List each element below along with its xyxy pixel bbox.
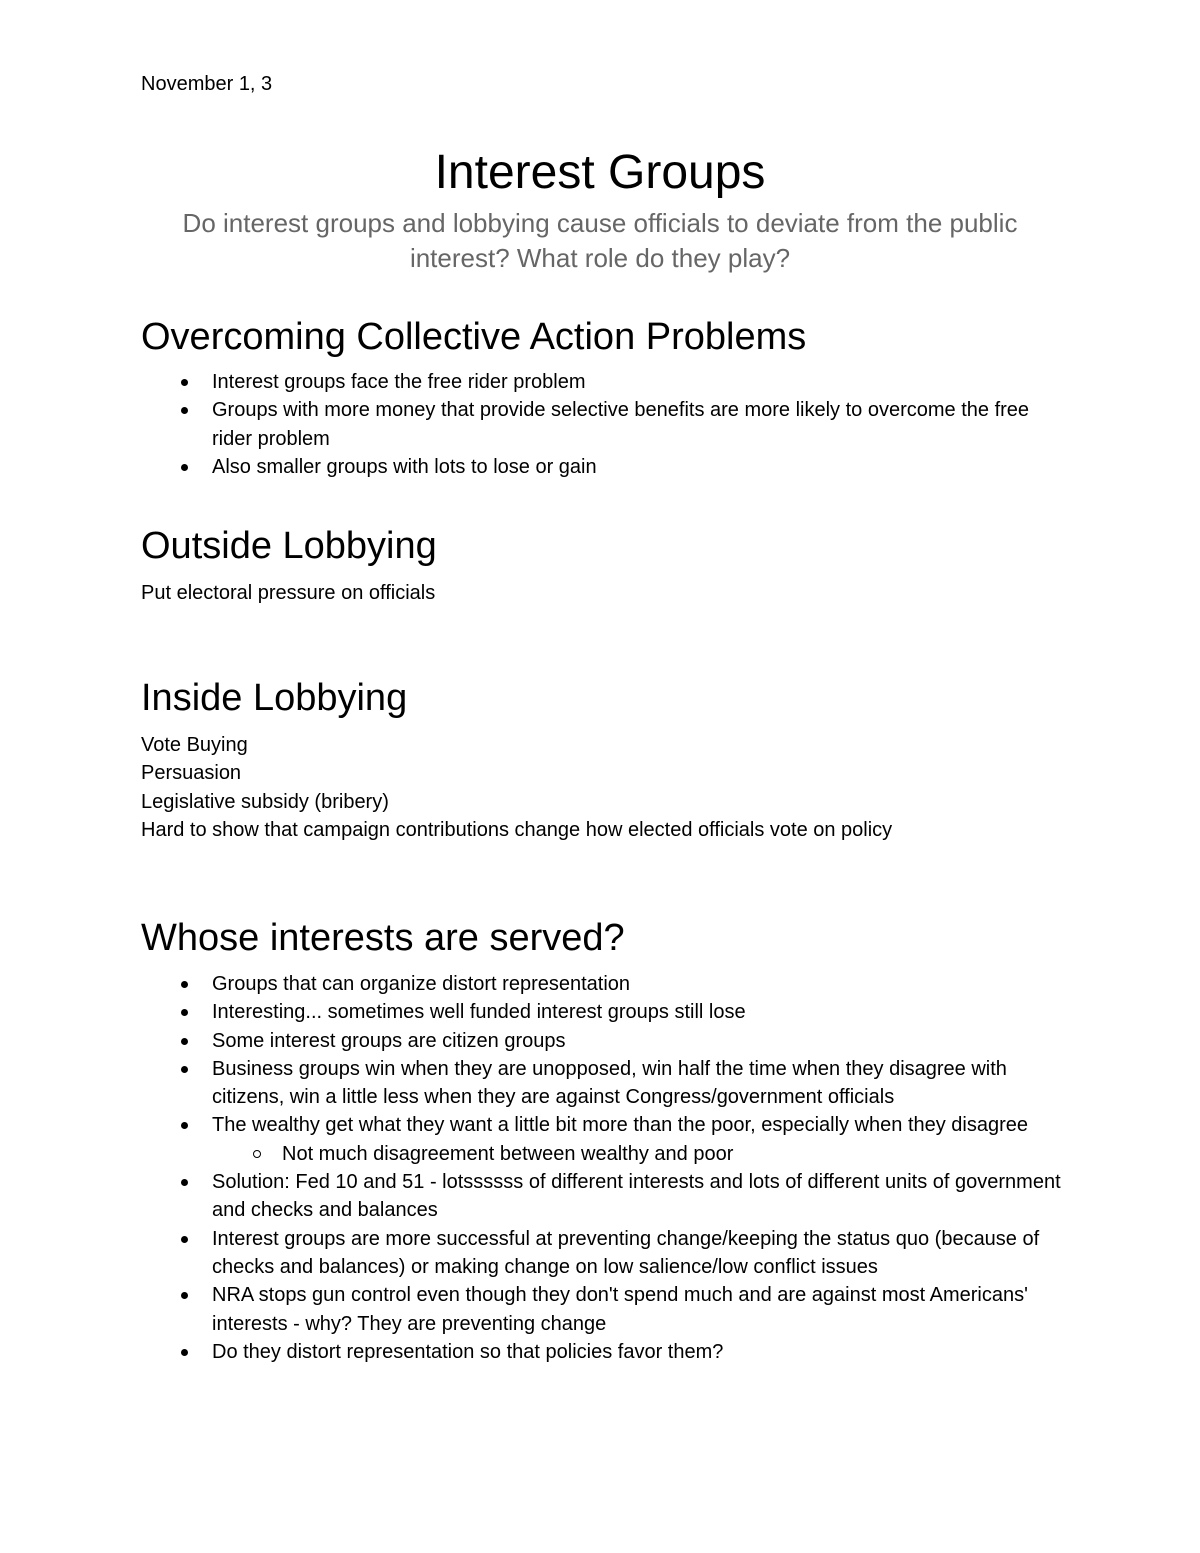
list-item: Groups with more money that provide selective benefits are more likely to overcome the free rider problem xyxy=(141,396,1061,453)
list-item: Business groups win when they are unopposed, win half the time when they disagree with citizens, win a little less when they are against Congress/government officials xyxy=(141,1055,1061,1112)
bullet-icon xyxy=(181,379,188,386)
list-item: Some interest groups are citizen groups xyxy=(141,1027,1061,1055)
whose-interests-list xyxy=(141,970,1061,1366)
bullet-icon xyxy=(181,464,188,471)
list-item: NRA stops gun control even though they don't spend much and are against most Americans' interests - why? They are preventing change xyxy=(141,1281,1061,1338)
list-item: Interest groups are more successful at preventing change/keeping the status quo (because of checks and balances) or making change on low salience/low conflict issues xyxy=(141,1225,1061,1282)
list-item: Interest groups face the free rider problem xyxy=(141,368,1061,396)
list-item: Interesting... sometimes well funded interest groups still lose xyxy=(141,998,1061,1026)
list-item: Groups that can organize distort representation xyxy=(141,970,1061,998)
list-item: The wealthy get what they want a little bit more than the poor, especially when they disagree xyxy=(141,1111,1061,1139)
date-line: November 1, 3 xyxy=(141,73,273,95)
collective-action-list xyxy=(141,368,1061,481)
sub-list-item: Not much disagreement between wealthy and poor xyxy=(141,1140,1061,1168)
inside-lobbying-line: Persuasion xyxy=(141,762,242,784)
hollow-bullet-icon xyxy=(253,1150,261,1158)
list-item: Do they distort representation so that policies favor them? xyxy=(141,1338,1061,1366)
page-title: Interest Groups xyxy=(434,146,766,199)
bullet-icon xyxy=(181,1066,188,1073)
section-heading-collective-action: Overcoming Collective Action Problems xyxy=(141,316,807,358)
bullet-icon xyxy=(181,1038,188,1045)
bullet-icon xyxy=(181,1122,188,1129)
inside-lobbying-line: Legislative subsidy (bribery) xyxy=(141,791,389,813)
inside-lobbying-line: Vote Buying xyxy=(141,734,248,756)
bullet-icon xyxy=(181,407,188,414)
bullet-icon xyxy=(181,981,188,988)
list-item: Solution: Fed 10 and 51 - lotssssss of different interests and lots of different units of government and checks and balances xyxy=(141,1168,1061,1225)
section-heading-inside-lobbying: Inside Lobbying xyxy=(141,677,408,719)
inside-lobbying-line: Hard to show that campaign contributions change how elected officials vote on policy xyxy=(141,819,893,841)
bullet-icon xyxy=(181,1236,188,1243)
section-heading-whose-interests: Whose interests are served? xyxy=(141,917,625,959)
section-heading-outside-lobbying: Outside Lobbying xyxy=(141,525,437,567)
page-subtitle: Do interest groups and lobbying cause officials to deviate from the public interest? What role do they play? xyxy=(182,208,1018,273)
outside-lobbying-text: Put electoral pressure on officials xyxy=(141,582,436,604)
bullet-icon xyxy=(181,1179,188,1186)
bullet-icon xyxy=(181,1349,188,1356)
bullet-icon xyxy=(181,1292,188,1299)
list-item: Also smaller groups with lots to lose or gain xyxy=(141,453,1061,481)
bullet-icon xyxy=(181,1009,188,1016)
